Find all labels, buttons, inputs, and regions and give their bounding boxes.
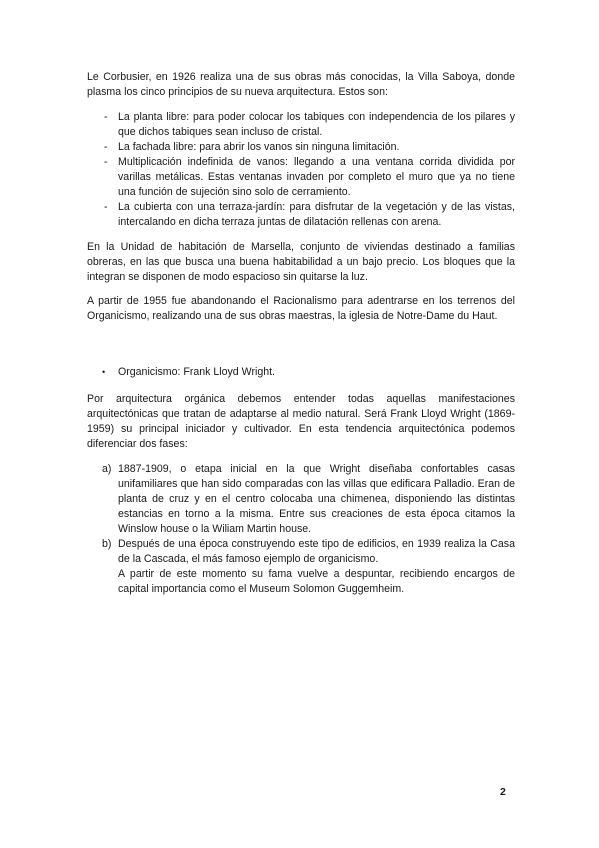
- marsella-paragraph: En la Unidad de habitación de Marsella, conjunto de viviendas destinado a familias obreras, en las que busca una buena habitabilidad a un bajo precio. Los bloques que la integran se disponen de modo espacioso sin quitarse la luz.: [87, 241, 515, 283]
- section-heading-list: [87, 365, 515, 380]
- dash-marker: -: [104, 141, 108, 153]
- list-letter: a): [102, 463, 112, 475]
- organicismo-transition-paragraph: A partir de 1955 fue abandonando el Racionalismo para adentrarse en los terrenos del Organicismo, realizando una de sus obras maestras, la iglesia de Notre-Dame du Haut.: [87, 295, 515, 322]
- list-item: [87, 462, 515, 537]
- list-item-continuation: A partir de este momento su fama vuelve a despuntar, recibiendo encargos de capital importancia como el Museum Solomon Guggemheim.: [118, 568, 515, 595]
- bullet-icon: •: [102, 367, 106, 377]
- list-item: [87, 537, 515, 597]
- organic-architecture-paragraph: Por arquitectura orgánica debemos entender todas aquellas manifestaciones arquitectónicas que tratan de adaptarse al medio natural. Será Frank Lloyd Wright (1869-1959) su principal iniciador y cultivador. En esta tendencia arquitectónica podemos diferenciar dos fases:: [87, 393, 515, 450]
- phases-list: [87, 462, 515, 597]
- list-item: [87, 200, 515, 230]
- list-item-text: 1887-1909, o etapa inicial en la que Wright diseñaba confortables casas unifamiliares que han sido comparadas con las villas que edificara Palladio. Eran de planta de cruz y en el centro colocaba una chimenea, disponiendo las distintas estancias en torno a la misma. Entre sus creaciones de esta época citamos la Winslow house o la Wiliam Martin house.: [118, 463, 515, 535]
- list-item-text: La cubierta con una terraza-jardín: para disfrutar de la vegetación y de las vistas, intercalando en dicha terraza juntas de dilatación rellenas con arena.: [118, 201, 515, 228]
- list-item: [87, 110, 515, 140]
- section-heading-text: Organicismo: Frank Lloyd Wright.: [118, 366, 275, 378]
- dash-marker: -: [104, 201, 108, 213]
- principles-list: [87, 110, 515, 230]
- list-item-text: Multiplicación indefinida de vanos: llegando a una ventana corrida dividida por varillas metálicas. Estas ventanas invaden por completo el muro que ya no tiene una función de sujeción sino solo de cerramiento.: [118, 156, 515, 198]
- intro-paragraph: Le Corbusier, en 1926 realiza una de sus obras más conocidas, la Villa Saboya, donde plasma los cinco principios de su nueva arquitectura. Estos son:: [87, 71, 515, 98]
- list-item-text: La planta libre: para poder colocar los tabiques con independencia de los pilares y que dichos tabiques sean incluso de cristal.: [118, 111, 515, 138]
- section-heading: [87, 365, 515, 380]
- dash-marker: -: [104, 111, 108, 123]
- list-item: [87, 140, 515, 155]
- list-item-text: Después de una época construyendo este tipo de edificios, en 1939 realiza la Casa de la Cascada, el más famoso ejemplo de organicismo.: [118, 538, 515, 565]
- list-letter: b): [102, 538, 112, 550]
- list-item-text: La fachada libre: para abrir los vanos sin ninguna limitación.: [118, 141, 400, 153]
- dash-marker: -: [104, 156, 108, 168]
- list-item: [87, 155, 515, 200]
- page-number: 2: [500, 786, 506, 798]
- document-body: [87, 70, 515, 597]
